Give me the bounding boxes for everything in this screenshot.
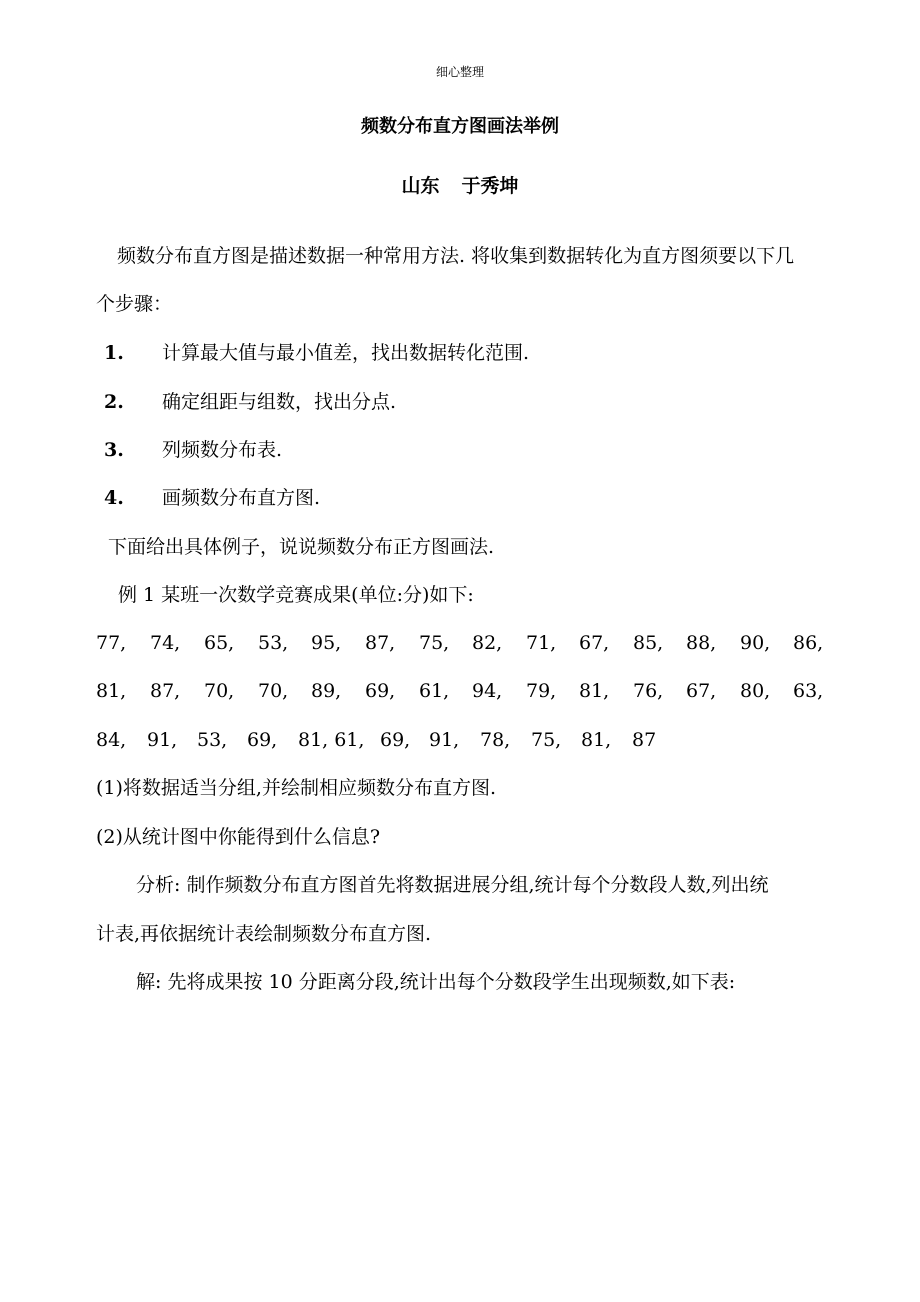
score-value: 63,: [793, 680, 824, 702]
score-value: 69,: [247, 729, 278, 751]
score-value: 86,: [793, 632, 824, 654]
score-value: 80,: [740, 680, 771, 702]
step-text: 确定组距与组数，找出分点.: [162, 391, 397, 413]
step-number: 3.: [104, 439, 124, 461]
step-3: [104, 438, 282, 462]
score-value: 65,: [204, 632, 235, 654]
step-text: 计算最大值与最小值差，找出数据转化范围.: [162, 342, 530, 364]
score-value: 87,: [365, 632, 396, 654]
author-region: 山东: [401, 175, 440, 197]
score-value: 91,: [429, 729, 460, 751]
step-number: 1.: [104, 342, 124, 364]
score-value: 88,: [686, 632, 717, 654]
score-value: 67,: [579, 632, 610, 654]
score-value: 81,: [581, 729, 612, 751]
step-1: [104, 341, 529, 365]
score-value: 94,: [472, 680, 503, 702]
question-1: (1)将数据适当分组,并绘制相应频数分布直方图.: [96, 777, 496, 799]
step-2: [104, 390, 396, 414]
score-value: 74,: [150, 632, 181, 654]
question-2: (2)从统计图中你能得到什么信息?: [96, 826, 381, 848]
score-value: 78,: [480, 729, 511, 751]
analysis-line-1: 分析: 制作频数分布直方图首先将数据进展分组,统计每个分数段人数,列出统: [136, 874, 769, 896]
score-value: 81,: [96, 680, 127, 702]
step-number: 2.: [104, 391, 124, 413]
score-value: 61,: [419, 680, 450, 702]
score-value: 82,: [472, 632, 503, 654]
step-4: [104, 486, 320, 510]
score-value: 71,: [526, 632, 557, 654]
score-value: 91,: [147, 729, 178, 751]
author-name: 于秀坤: [461, 175, 519, 197]
page-header: 细心整理: [435, 65, 484, 79]
score-value: 81,: [579, 680, 610, 702]
score-value: 87,: [150, 680, 181, 702]
score-value: 81, 61,: [298, 729, 365, 751]
score-value: 53,: [197, 729, 228, 751]
solution-text: 解: 先将成果按 10 分距离分段,统计出每个分数段学生出现频数,如下表:: [136, 971, 736, 993]
score-value: 53,: [258, 632, 289, 654]
step-text: 列频数分布表.: [162, 439, 283, 461]
intro-line-1: 频数分布直方图是描述数据一种常用方法. 将收集到数据转化为直方图须要以下几: [117, 245, 795, 267]
score-value: 70,: [204, 680, 235, 702]
author-line: [0, 174, 920, 198]
score-value: 84,: [96, 729, 127, 751]
intro-line-2: 个步骤：: [96, 293, 173, 315]
transition-text: 下面给出具体例子，说说频数分布正方图画法.: [108, 536, 495, 558]
score-value: 90,: [740, 632, 771, 654]
score-value: 75,: [531, 729, 562, 751]
score-value: 67,: [686, 680, 717, 702]
document-title: 频数分布直方图画法举例: [361, 116, 559, 137]
score-value: 85,: [633, 632, 664, 654]
step-number: 4.: [104, 487, 124, 509]
analysis-line-2: 计表,再依据统计表绘制频数分布直方图.: [96, 923, 432, 945]
score-value: 69,: [380, 729, 411, 751]
score-value: 95,: [311, 632, 342, 654]
score-value: 76,: [633, 680, 664, 702]
score-value: 75,: [419, 632, 450, 654]
score-value: 77,: [96, 632, 127, 654]
score-value: 69,: [365, 680, 396, 702]
score-value: 70,: [258, 680, 289, 702]
score-value: 89,: [311, 680, 342, 702]
score-value: 79,: [526, 680, 557, 702]
step-text: 画频数分布直方图.: [162, 487, 321, 509]
example-intro: 例 1 某班一次数学竞赛成果(单位:分)如下:: [118, 584, 474, 606]
score-value: 87: [632, 729, 657, 751]
